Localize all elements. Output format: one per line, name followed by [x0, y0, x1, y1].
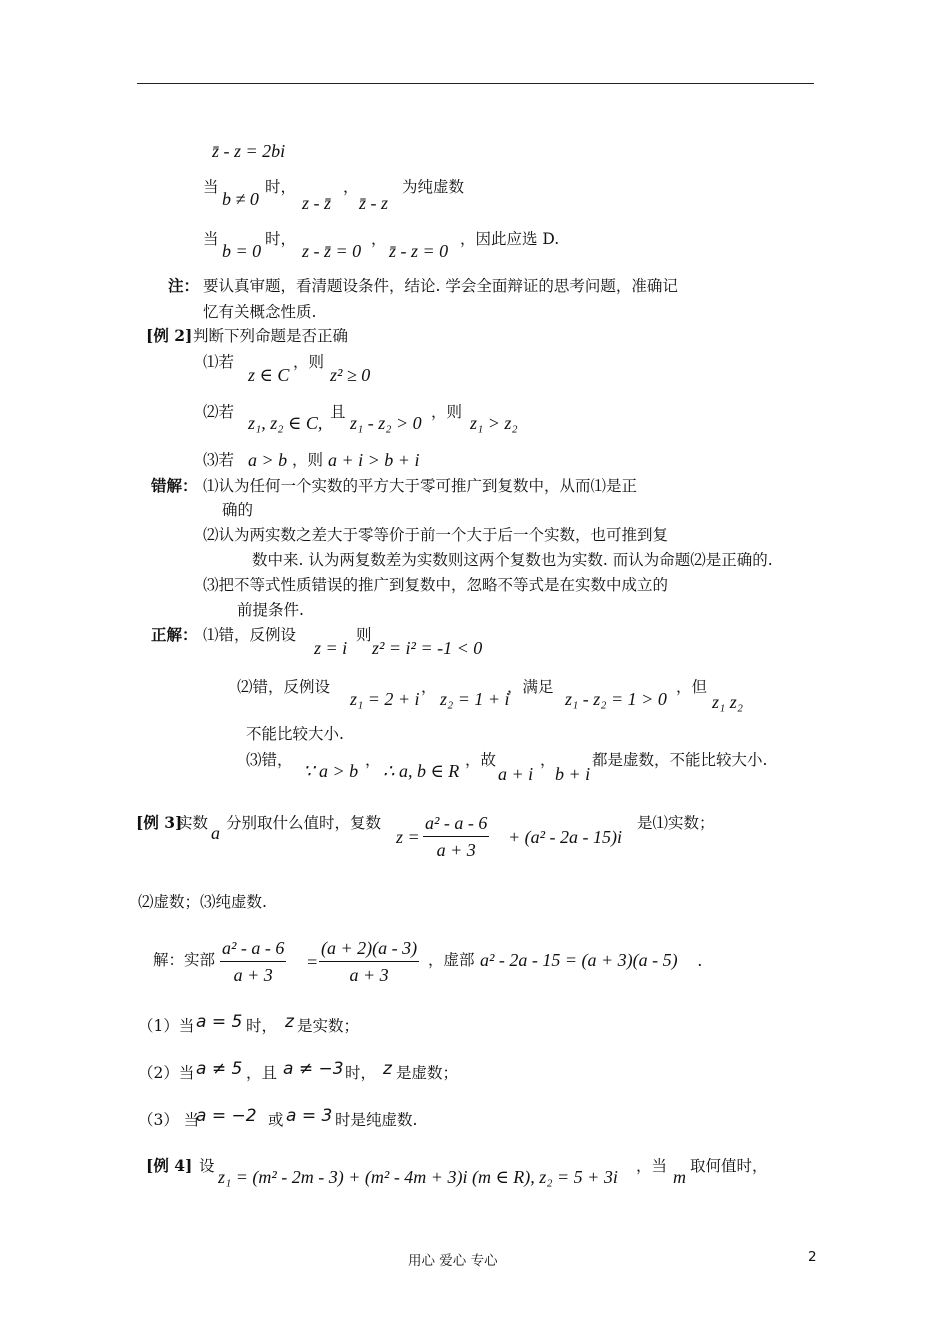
text: （1）当	[138, 1017, 195, 1035]
text: ，但	[676, 678, 708, 696]
note-text: 忆有关概念性质.	[203, 303, 317, 321]
header-rule	[137, 83, 814, 84]
math: z - z̄	[302, 193, 332, 213]
text: ，	[421, 678, 437, 696]
text: ，虚部	[428, 951, 475, 969]
math: z₁ - z₂ > 0	[350, 413, 422, 433]
math: z₁, z₂ ∈ C,	[248, 413, 323, 433]
text: ，则	[292, 451, 324, 469]
text: ，	[365, 751, 381, 769]
text: ，	[343, 178, 359, 196]
text: 时，	[265, 230, 297, 248]
math: z₁ = (m² - 2m - 3) + (m² - 4m + 3)i (m ∈ R), z₂ = 5 + 3i	[218, 1167, 618, 1187]
text: （2）当	[138, 1064, 195, 1082]
text: 时，	[265, 178, 297, 196]
math: z₁ > z₂	[470, 413, 518, 433]
text: ⑴认为任何一个实数的平方大于零可推广到复数中，从而⑴是正	[203, 477, 638, 495]
text: ⑵虚数；⑶纯虚数.	[138, 893, 267, 911]
text: ，	[371, 230, 387, 248]
text: 当	[203, 230, 219, 248]
text: 解：实部	[153, 951, 216, 969]
math: b + i	[555, 764, 591, 784]
text: ⑴若	[203, 353, 235, 371]
text: 不能比较大小.	[246, 725, 344, 743]
text: 数中来. 认为两复数差为实数则这两个复数也为实数. 而认为命题⑵是正确的.	[252, 551, 773, 569]
text: ，因此应选 D.	[460, 230, 560, 248]
math: a + i	[498, 764, 534, 784]
text: 且	[330, 403, 346, 421]
math: z₁ - z₂ = 1 > 0	[565, 689, 667, 709]
text: 时，	[246, 1017, 278, 1035]
math: ∴ a, b ∈ R	[383, 761, 460, 781]
text: ，满足	[507, 678, 554, 696]
math: a ≠ −3	[283, 1059, 344, 1079]
text: ⑵认为两实数之差大于零等价于前一个大于后一个实数，也可推到复	[203, 526, 669, 544]
math: =	[306, 952, 319, 972]
text: 设	[199, 1157, 215, 1175]
math: z² = i² = -1 < 0	[372, 638, 483, 658]
footer-motto: 用心 爱心 专心	[408, 1253, 498, 1269]
math: z₂ = 1 + i	[440, 689, 510, 709]
math: a = −2	[196, 1106, 257, 1126]
text: 取何值时，	[690, 1157, 768, 1175]
math: a > b	[248, 450, 288, 470]
math: a = 5	[196, 1012, 243, 1032]
text: 前提条件.	[237, 601, 304, 619]
text: ⑶把不等式性质错误的推广到复数中，忽略不等式是在实数中成立的	[203, 576, 669, 594]
math: z² ≥ 0	[330, 365, 371, 385]
example-title: 判断下列命题是否正确	[193, 327, 349, 345]
text: ，故	[465, 751, 497, 769]
text: 当	[203, 178, 219, 196]
math: z - z̄ = 0	[302, 241, 362, 261]
example-label: [例 4]	[146, 1156, 193, 1175]
math: a² - 2a - 15 = (a + 3)(a - 5)	[480, 950, 678, 970]
text: 是⑴实数；	[637, 814, 715, 832]
math: a ≠ 5	[196, 1059, 243, 1079]
math: z₁ z₂	[712, 692, 744, 712]
text: ⑵若	[203, 403, 235, 421]
text: ，	[540, 751, 556, 769]
note-label: 注：	[168, 276, 200, 295]
text: 是实数；	[297, 1017, 360, 1035]
text: 都是虚数，不能比较大小.	[592, 751, 768, 769]
text: 是虚数；	[396, 1064, 459, 1082]
text: ⑵错，反例设	[237, 678, 331, 696]
math: z = i	[314, 638, 348, 658]
math: z̄ - z	[359, 193, 389, 213]
text: 确的	[222, 501, 254, 519]
correct-solution-label: 正解：	[151, 625, 198, 644]
text: ，则	[293, 353, 325, 371]
math: + (a² - 2a - 15)i	[508, 827, 623, 847]
text: ，则	[431, 403, 463, 421]
text: ⑶错，	[246, 751, 293, 769]
text: ⑶若	[203, 451, 235, 469]
math: z	[285, 1012, 294, 1032]
text: ，当	[636, 1157, 668, 1175]
math: a	[211, 823, 220, 843]
wrong-solution-label: 错解：	[151, 476, 198, 495]
math: ∵ a > b	[303, 761, 359, 781]
text: 或	[268, 1111, 284, 1129]
math: a + i > b + i	[328, 450, 420, 470]
math: a = 3	[286, 1106, 333, 1126]
fraction: $\frac{\text{a² - a - 6}}{a + 3}$	[425, 813, 488, 860]
text: 时是纯虚数.	[335, 1111, 418, 1129]
math: z =	[396, 827, 420, 847]
equation-zbar-minus-z: z̄ - z = 2bi	[212, 141, 286, 161]
text: 则	[356, 626, 372, 644]
text: 实数	[177, 814, 209, 832]
example-label: [例 2]	[146, 326, 193, 345]
text: 为纯虚数	[402, 178, 465, 196]
text: 时，	[345, 1064, 377, 1082]
fraction: $\frac{(a + 2)(a - 3)}{a + 3}$	[321, 938, 418, 985]
math: z̄ - z = 0	[389, 241, 449, 261]
note-text: 要认真审题，看清题设条件，结论. 学会全面辩证的思考问题，准确记	[203, 277, 678, 295]
math: m	[673, 1167, 686, 1187]
fraction: $\frac{\text{a² - a - 6}}{a + 3}$	[222, 938, 285, 985]
page-number: 2	[808, 1249, 817, 1265]
math: b = 0	[222, 241, 262, 261]
math: b ≠ 0	[222, 189, 259, 209]
text: （3） 当	[138, 1111, 200, 1129]
text: 分别取什么值时，复数	[226, 814, 382, 832]
example-label: [例 3]	[136, 813, 183, 832]
text: ，且	[246, 1064, 278, 1082]
math: z	[383, 1059, 392, 1079]
text: ⑴错，反例设	[203, 626, 297, 644]
math: z ∈ C	[248, 365, 290, 385]
math: z₁ = 2 + i	[350, 689, 420, 709]
math: .	[698, 950, 703, 970]
